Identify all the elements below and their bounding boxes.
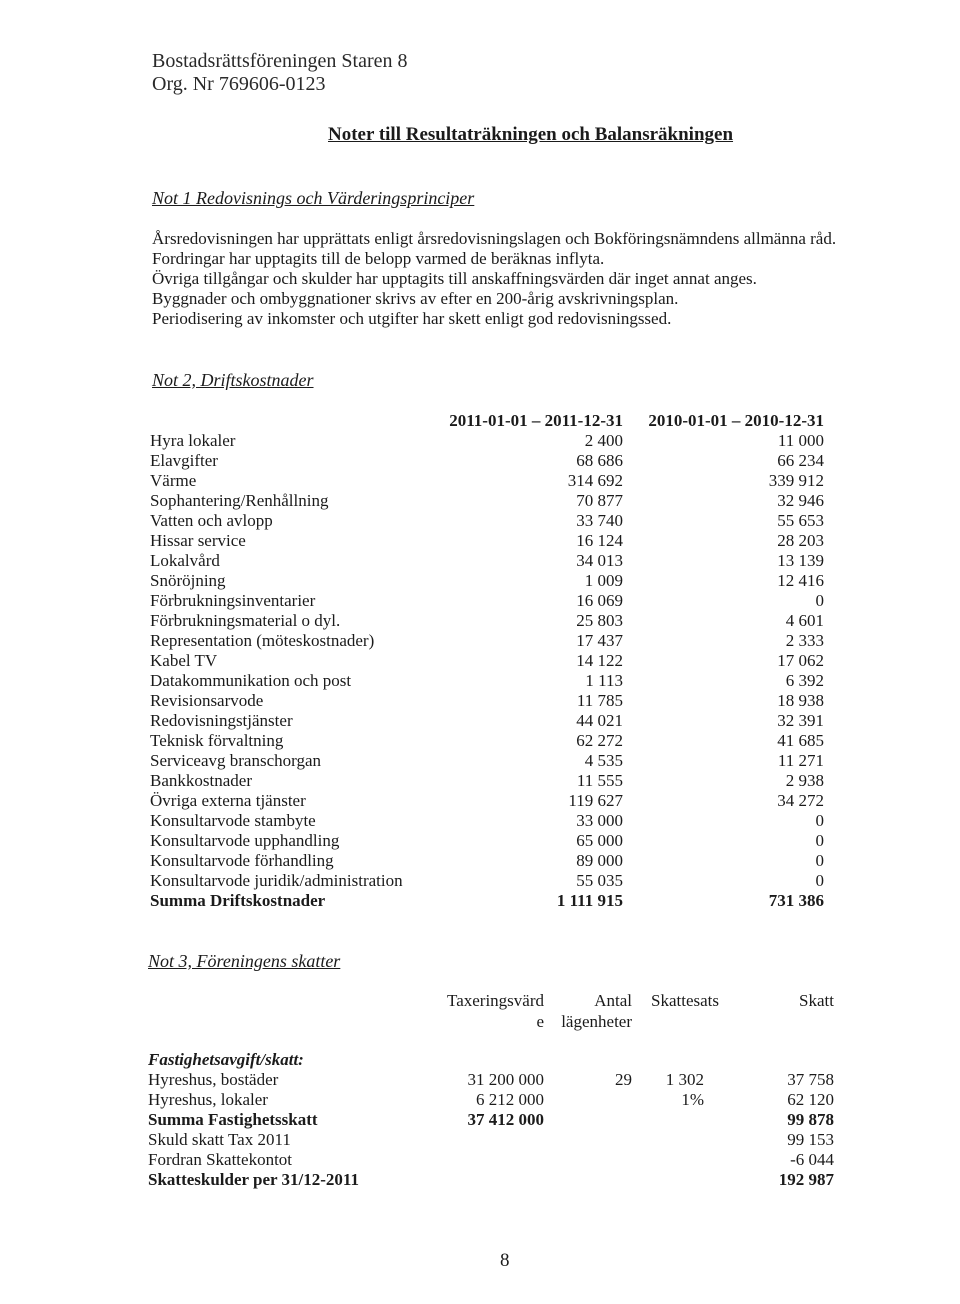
skuld-value: 99 153 [787, 1130, 834, 1149]
value-2011: 16 124 [576, 531, 623, 550]
skatt-taxering: 31 200 000 [467, 1070, 544, 1089]
value-2011: 25 803 [576, 611, 623, 630]
value-2011: 11 555 [576, 771, 623, 790]
skatteskulder-total-row [0, 1170, 960, 1190]
row-label: Serviceavg branschorgan [150, 751, 322, 770]
table-row [0, 611, 960, 631]
value-2011: 34 013 [576, 551, 623, 570]
column-header-taxeringsvarde-cont: e [536, 1012, 544, 1031]
table-row [0, 771, 960, 791]
value-2010: 4 601 [785, 611, 824, 630]
value-2010: 339 912 [768, 471, 824, 490]
note3-column-headers-line2 [0, 1012, 960, 1032]
value-2011: 4 535 [584, 751, 623, 770]
skatt-label: Hyreshus, lokaler [148, 1090, 268, 1109]
row-label: Redovisningstjänster [150, 711, 293, 730]
row-label: Sophantering/Renhållning [150, 491, 329, 510]
row-label: Representation (möteskostnader) [150, 631, 375, 650]
fordran-label: Fordran Skattekontot [148, 1150, 293, 1169]
table-row [0, 571, 960, 591]
fordran-row [0, 1150, 960, 1170]
column-header-skattesats: Skattesats [651, 991, 719, 1010]
note1-heading: Not 1 Redovisnings och Värderingsprinciper [152, 188, 475, 208]
skatteskulder-value: 192 987 [778, 1170, 834, 1189]
row-label: Vatten och avlopp [150, 511, 273, 530]
value-2011: 2 400 [584, 431, 623, 450]
row-label: Teknisk förvaltning [150, 731, 284, 750]
row-label: Revisionsarvode [150, 691, 264, 710]
value-2011: 70 877 [576, 491, 623, 510]
value-2011: 1 113 [585, 671, 623, 690]
value-2011: 44 021 [576, 711, 623, 730]
table-row [0, 471, 960, 491]
table-row [0, 731, 960, 751]
table-row [0, 831, 960, 851]
note2-heading: Not 2, Driftskostnader [152, 370, 314, 390]
note1-line: Övriga tillgångar och skulder har upptagits till anskaffningsvärden där inget annat anges. [152, 269, 757, 288]
page-title: Noter till Resultaträkningen och Balansräkningen [328, 124, 734, 145]
fordran-value: -6 044 [790, 1150, 834, 1169]
value-2011: 1 009 [584, 571, 623, 590]
table-row [0, 671, 960, 691]
value-2011: 65 000 [576, 831, 623, 850]
table-row [0, 591, 960, 611]
value-2010: 13 139 [777, 551, 824, 570]
total-2011: 1 111 915 [556, 891, 623, 910]
note3-column-headers [0, 991, 960, 1011]
skatt-sats: 1% [681, 1090, 704, 1109]
column-header-skatt: Skatt [799, 991, 834, 1010]
value-2010: 34 272 [777, 791, 824, 810]
skatt-taxering: 6 212 000 [476, 1090, 544, 1109]
row-label: Förbrukningsinventarier [150, 591, 316, 610]
total-label: Summa Driftskostnader [150, 891, 326, 910]
row-label: Hyra lokaler [150, 431, 236, 450]
skatteskulder-label: Skatteskulder per 31/12-2011 [148, 1170, 359, 1189]
row-label: Övriga externa tjänster [150, 791, 306, 810]
row-label: Konsultarvode stambyte [150, 811, 316, 830]
summa-taxering: 37 412 000 [467, 1110, 544, 1129]
column-header-taxeringsvarde: Taxeringsvärd [447, 991, 544, 1010]
value-2010: 0 [815, 831, 824, 850]
value-2010: 55 653 [777, 511, 824, 530]
value-2011: 89 000 [576, 851, 623, 870]
table-row [0, 871, 960, 891]
summa-fastighetsskatt-row [0, 1110, 960, 1130]
column-header-lagenheter: lägenheter [561, 1012, 632, 1031]
table-row [0, 851, 960, 871]
column-header-2010: 2010-01-01 – 2010-12-31 [648, 411, 824, 430]
value-2011: 33 740 [576, 511, 623, 530]
skatt-label: Hyreshus, bostäder [148, 1070, 279, 1089]
organization-number: Org. Nr 769606-0123 [152, 73, 326, 95]
table-row [0, 811, 960, 831]
note1-line: Byggnader och ombyggnationer skrivs av efter en 200-årig avskrivningsplan. [152, 289, 679, 308]
value-2010: 0 [815, 851, 824, 870]
value-2010: 17 062 [777, 651, 824, 670]
table-row [0, 431, 960, 451]
note2-column-headers [0, 411, 960, 431]
value-2010: 0 [815, 591, 824, 610]
table-row [0, 651, 960, 671]
value-2010: 11 000 [777, 431, 824, 450]
skatt-sats: 1 302 [665, 1070, 704, 1089]
note1-line: Årsredovisningen har upprättats enligt årsredovisningslagen och Bokföringsnämndens allmänna råd. [152, 229, 837, 248]
value-2010: 2 938 [785, 771, 824, 790]
value-2010: 41 685 [777, 731, 824, 750]
row-label: Förbrukningsmaterial o dyl. [150, 611, 341, 630]
value-2010: 0 [815, 871, 824, 890]
value-2010: 12 416 [777, 571, 824, 590]
value-2011: 62 272 [576, 731, 623, 750]
total-2010: 731 386 [768, 891, 824, 910]
skatt-row [0, 1090, 960, 1110]
skatt-value: 37 758 [787, 1070, 834, 1089]
table-row [0, 511, 960, 531]
value-2010: 18 938 [777, 691, 824, 710]
skatt-row [0, 1070, 960, 1090]
table-row [0, 751, 960, 771]
column-header-2011: 2011-01-01 – 2011-12-31 [449, 411, 623, 430]
row-label: Kabel TV [150, 651, 218, 670]
organization-name: Bostadsrättsföreningen Staren 8 [152, 50, 408, 72]
row-label: Datakommunikation och post [150, 671, 352, 690]
skuld-row [0, 1130, 960, 1150]
row-label: Bankkostnader [150, 771, 252, 790]
value-2011: 314 692 [567, 471, 623, 490]
note1-text [152, 229, 836, 329]
value-2010: 32 391 [777, 711, 824, 730]
value-2010: 28 203 [777, 531, 824, 550]
row-label: Elavgifter [150, 451, 218, 470]
value-2010: 11 271 [777, 751, 824, 770]
fastighetsavgift-subheading-row [0, 1050, 960, 1070]
value-2010: 32 946 [777, 491, 824, 510]
value-2010: 66 234 [777, 451, 824, 470]
row-label: Konsultarvode förhandling [150, 851, 334, 870]
skuld-label: Skuld skatt Tax 2011 [148, 1130, 291, 1149]
driftskostnader-total-row [0, 891, 960, 911]
value-2011: 16 069 [576, 591, 623, 610]
table-row [0, 791, 960, 811]
value-2011: 33 000 [576, 811, 623, 830]
value-2011: 17 437 [576, 631, 623, 650]
skatt-antal: 29 [615, 1070, 632, 1089]
note1-line: Fordringar har upptagits till de belopp varmed de beräknas inflyta. [152, 249, 605, 268]
row-label: Konsultarvode juridik/administration [150, 871, 403, 890]
summa-skatt: 99 878 [787, 1110, 834, 1129]
value-2011: 68 686 [576, 451, 623, 470]
row-label: Konsultarvode upphandling [150, 831, 340, 850]
row-label: Hissar service [150, 531, 246, 550]
value-2011: 119 627 [568, 791, 623, 810]
value-2010: 0 [815, 811, 824, 830]
table-row [0, 631, 960, 651]
fastighetsavgift-subheading: Fastighetsavgift/skatt: [148, 1050, 304, 1069]
row-label: Snöröjning [150, 571, 226, 590]
table-row [0, 711, 960, 731]
table-row [0, 491, 960, 511]
value-2010: 6 392 [785, 671, 824, 690]
note3-heading: Not 3, Föreningens skatter [148, 951, 341, 971]
page-number: 8 [500, 1250, 510, 1271]
summa-label: Summa Fastighetsskatt [148, 1110, 318, 1129]
value-2011: 11 785 [576, 691, 623, 710]
skatt-value: 62 120 [787, 1090, 834, 1109]
row-label: Värme [150, 471, 197, 490]
value-2010: 2 333 [785, 631, 824, 650]
value-2011: 14 122 [576, 651, 623, 670]
note1-line: Periodisering av inkomster och utgifter har skett enligt god redovisningssed. [152, 309, 672, 328]
table-row [0, 691, 960, 711]
table-row [0, 551, 960, 571]
column-header-antal: Antal [594, 991, 632, 1010]
row-label: Lokalvård [150, 551, 220, 570]
table-row [0, 531, 960, 551]
value-2011: 55 035 [576, 871, 623, 890]
table-row [0, 451, 960, 471]
